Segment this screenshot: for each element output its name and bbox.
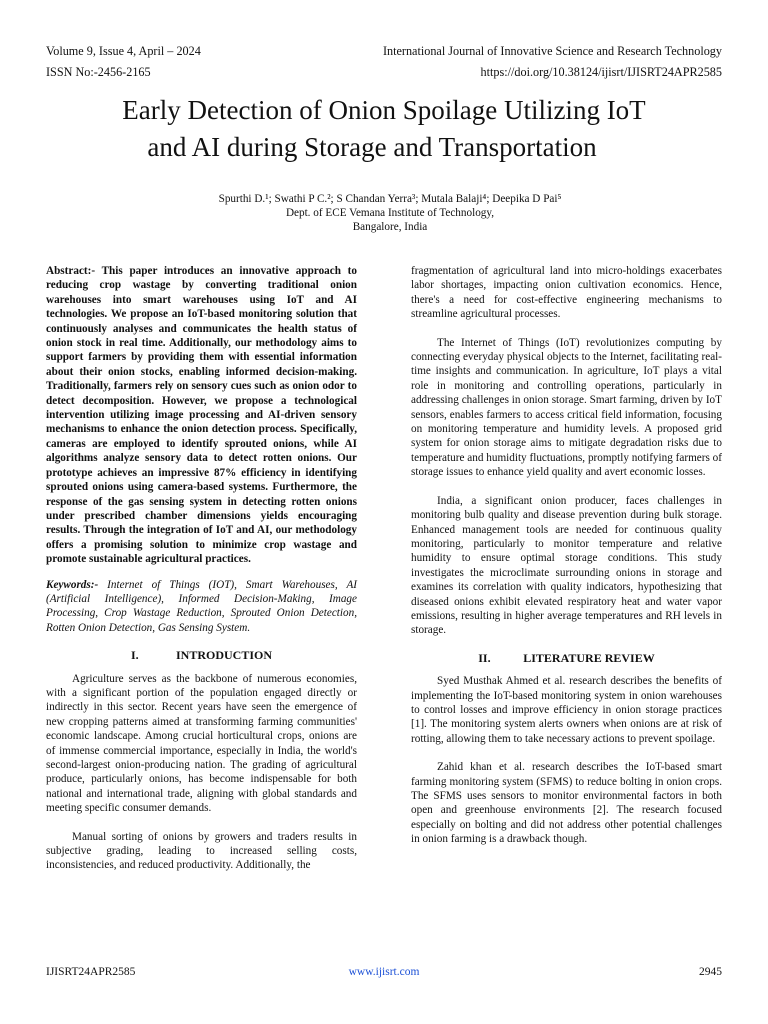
- abstract: Abstract:- This paper introduces an innovative approach to reducing crop wastage by converting traditional onion warehouses into smart warehouses using IoT and AI technologies. We propose an IoT-based monitoring solution that continuously analyses and communicates the health status of onion stock in real time. Additionally, our methodology aims to support farmers by providing them with essential information about their onion stocks, enabling informed decision-making. Traditionally, farmers rely on sensory cues such as onion odor to detect decomposition. However, we propose a technological intervention utilizing image processing and AI-driven sensory mechanisms to enhance the onion detection process. Specifically, cameras are employed to identify sprouted onions, while AI algorithms analyze sensory data to detect rotten onions. Our prototype achieves an impressive 87% efficiency in identifying sprouted onions using camera-based systems. Furthermore, the response of the gas sensing system in detecting rotten onions under prescribed chamber dimensions yields encouraging results. Through the integration of IoT and AI, our methodology offers a promising solution to minimize crop wastage and promote sustainable agricultural practices.: [46, 265, 357, 566]
- intro-paragraph-1: Agriculture serves as the backbone of numerous economies, with a significant portion of the population engaged directly or indirectly in this sector. Recent years have seen the emergence of new cropping patterns aimed at transforming farming communities' economic landscape. Among crucial horticultural crops, onions are of immense commercial importance, especially in India, the world's second-largest onion-producing nation. The grading of agricultural produce, particularly onions, has become indispensable for both national and international trade, aligning with global standards and meeting specific consumer demands.: [46, 672, 357, 815]
- section-title: INTRODUCTION: [175, 648, 272, 663]
- author-block: [40, 192, 740, 234]
- section-number: II.: [478, 650, 491, 665]
- footer-website-link[interactable]: www.ijisrt.com: [348, 966, 420, 978]
- keywords-label: Keywords:-: [46, 578, 99, 591]
- keywords-text: Internet of Things (IOT), Smart Warehouses, AI (Artificial Intelligence), Informed Decision-Making, Image Processing, Crop Wastage Reduction, Sprouted Onion Detection, Rotten Onion Detection, Gas Sensing System.: [46, 578, 357, 634]
- location: Bangalore, India: [352, 221, 428, 233]
- section-title: LITERATURE REVIEW: [523, 650, 655, 665]
- literature-paragraph-2: Zahid khan et al. research describes the IoT-based smart farming monitoring system (SFMS) to reduce bolting in onion crops. The SFMS uses sensors to monitor environmental factors in both open and greenhouse environments [2]. The research focused especially on bolting and did not address other potential challenges in onion farming is a drawback though.: [411, 761, 722, 846]
- literature-paragraph-1: Syed Musthak Ahmed et al. research describes the benefits of implementing the IoT-based monitoring system in onion warehouses to control losses and improve efficiency in onion storage practices [1]. The monitoring system alerts owners when onions are at risk of rotting, allowing them to take necessary actions to prevent spoilage.: [411, 675, 722, 745]
- footer-paper-id: IJISRT24APR2585: [46, 966, 136, 978]
- paper-title: [40, 92, 728, 166]
- journal-name: International Journal of Innovative Science and Research Technology: [382, 44, 722, 58]
- volume-info: Volume 9, Issue 4, April – 2024: [46, 44, 201, 58]
- title-line-2: and AI during Storage and Transportation: [147, 132, 597, 162]
- intro-paragraph-continued: fragmentation of agricultural land into micro-holdings exacerbates labor shortages, impacting onion cultivation economics. Hence, there's a need for cost-effective engineering mechanisms to streamline agricultural processes.: [411, 265, 722, 321]
- author-names: Spurthi D.¹; Swathi P C.²; S Chandan Yerra³; Mutala Balaji⁴; Deepika D Pai⁵: [218, 193, 562, 205]
- intro-paragraph-2: Manual sorting of onions by growers and traders results in subjective grading, leading to increased selling costs, inconsistencies, and reduced productivity. Additionally, the: [46, 830, 357, 872]
- page-number: 2945: [699, 966, 722, 978]
- left-column: [46, 264, 357, 873]
- title-line-1: Early Detection of Onion Spoilage Utilizing IoT: [122, 95, 646, 125]
- section-heading-introduction: [46, 648, 357, 662]
- section-number: I.: [130, 648, 139, 663]
- india-paragraph: India, a significant onion producer, faces challenges in monitoring bulb quality and disease prevention during bulk storage. Enhanced management tools are needed for continuous quality monitoring, particularly to monitor temperature and relative humidity to ensure optimal storage conditions. This study investigates the microclimate surrounding onions in storage and examines its correlation with quality indicators, hypothesizing that diseased onions exhibit elevated respiratory heat and water vapor emissions, resulting in higher average temperatures and RH levels in storage.: [411, 494, 722, 637]
- iot-paragraph: The Internet of Things (IoT) revolutionizes computing by connecting everyday physical objects to the Internet, facilitating real-time insights and communication. In agriculture, IoT plays a vital role in monitoring and controlling operations, particularly in addressing challenges in onion storage. Smart farming, driven by IoT sensors, enables farmers to access critical field information, focusing on monitoring temperature and humidity levels. A proposed grid system for onion storage aims to mitigate degradation risks due to temperature and humidity fluctuations, promptly notifying farmers of storage issues to enhance yield quality and avert economic losses.: [411, 336, 722, 479]
- keywords: [46, 578, 357, 636]
- right-column: [411, 264, 722, 847]
- doi-link[interactable]: https://doi.org/10.38124/ijisrt/IJISRT24APR2585: [480, 65, 722, 79]
- issn: ISSN No:-2456-2165: [46, 65, 151, 79]
- section-heading-literature-review: [411, 651, 722, 665]
- affiliation: Dept. of ECE Vemana Institute of Technology,: [285, 207, 495, 219]
